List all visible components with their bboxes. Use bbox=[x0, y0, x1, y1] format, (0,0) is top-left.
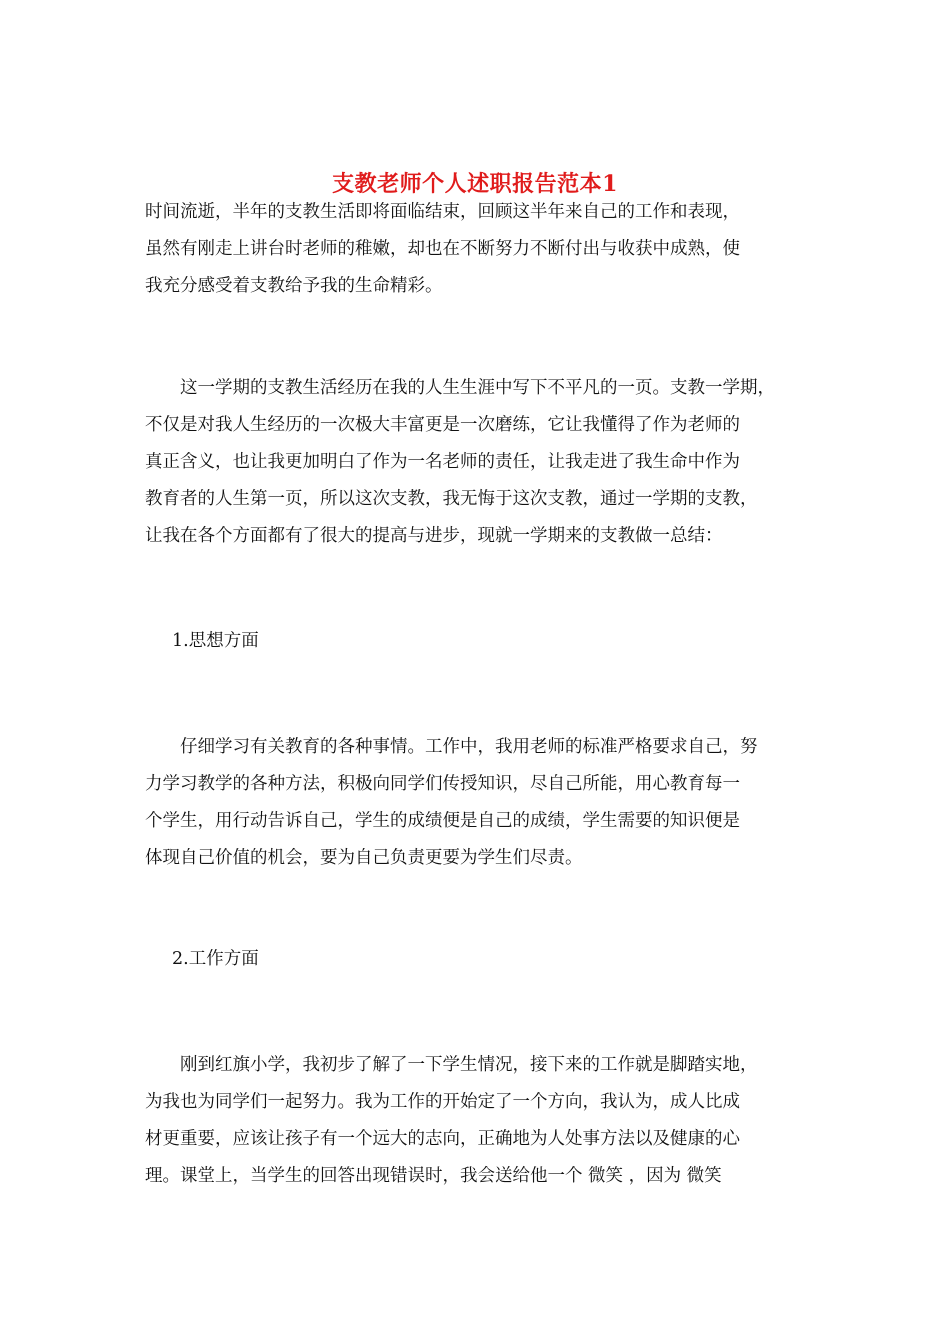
text-line: 真正含义，也让我更加明白了作为一名老师的责任，让我走进了我生命中作为 bbox=[145, 452, 740, 472]
section-heading-text: 1.思想方面 bbox=[172, 631, 259, 651]
section-heading-thought bbox=[172, 623, 842, 660]
text-line: 虽然有刚走上讲台时老师的稚嫩，却也在不断努力不断付出与收获中成熟，使 bbox=[145, 239, 740, 259]
overview-paragraph bbox=[145, 370, 815, 555]
text-line: 力学习教学的各种方法，积极向同学们传授知识，尽自己所能，用心教育每一 bbox=[145, 774, 740, 794]
text-line: 我充分感受着支教给予我的生命精彩。 bbox=[145, 276, 443, 296]
section-heading-work bbox=[172, 941, 842, 978]
text-line: 刚到红旗小学，我初步了解了一下学生情况，接下来的工作就是脚踏实地， bbox=[145, 1055, 758, 1075]
text-line: 个学生，用行动告诉自己，学生的成绩便是自己的成绩，学生需要的知识便是 bbox=[145, 811, 740, 831]
text-line: 时间流逝，半年的支教生活即将面临结束，回顾这半年来自己的工作和表现， bbox=[145, 202, 740, 222]
work-paragraph bbox=[145, 1047, 815, 1195]
text-line: 不仅是对我人生经历的一次极大丰富更是一次磨练，它让我懂得了作为老师的 bbox=[145, 415, 740, 435]
text-line: 这一学期的支教生活经历在我的人生生涯中写下不平凡的一页。支教一学期， bbox=[145, 378, 775, 398]
text-line: 材更重要，应该让孩子有一个远大的志向，正确地为人处事方法以及健康的心 bbox=[145, 1129, 740, 1149]
text-line: 体现自己价值的机会，要为自己负责更要为学生们尽责。 bbox=[145, 848, 583, 868]
thought-paragraph bbox=[145, 729, 815, 877]
text-line: 为我也为同学们一起努力。我为工作的开始定了一个方向，我认为，成人比成 bbox=[145, 1092, 740, 1112]
section-heading-text: 2.工作方面 bbox=[172, 949, 259, 969]
intro-paragraph bbox=[145, 194, 815, 305]
text-line: 让我在各个方面都有了很大的提高与进步，现就一学期来的支教做一总结： bbox=[145, 526, 723, 546]
text-line: 仔细学习有关教育的各种事情。工作中，我用老师的标准严格要求自己，努 bbox=[145, 737, 758, 757]
text-line: 教育者的人生第一页，所以这次支教，我无悔于这次支教，通过一学期的支教， bbox=[145, 489, 758, 509]
text-line: 理。课堂上，当学生的回答出现错误时，我会送给他一个 微笑 ，因为 微笑 bbox=[145, 1166, 722, 1186]
document-title: 支教老师个人述职报告范本1 bbox=[332, 170, 618, 197]
